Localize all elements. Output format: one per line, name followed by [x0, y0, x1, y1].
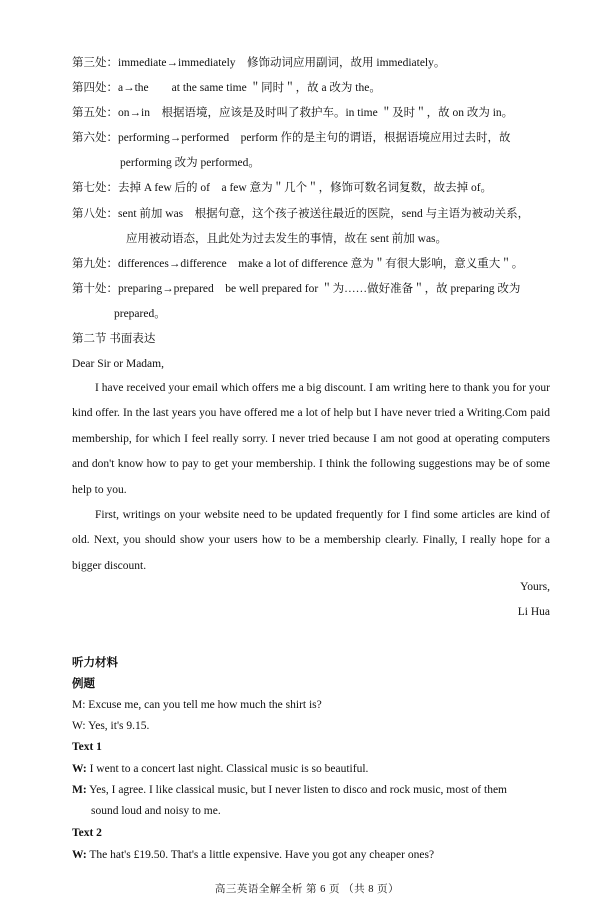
page-footer: 高三英语全解全析 第 6 页 （共 8 页）	[214, 884, 400, 895]
correction-label: 第十处：	[72, 283, 118, 295]
correction-label: 第七处：	[72, 182, 118, 194]
speaker-label: W:	[72, 849, 87, 861]
text2-title: Text 2	[72, 827, 102, 839]
essay-paragraph-2: First, writings on your website need to be updated frequently for I find some articles are kind of old. Next, you should show your users how to be a membership clearly. Finally, I really hope for a bigger discount.	[72, 509, 550, 572]
essay-body	[72, 376, 550, 579]
dialogue-line	[72, 848, 434, 862]
correction-label: 第三处：	[72, 57, 118, 69]
dialogue-line-continued: sound loud and noisy to me.	[91, 805, 221, 817]
correction-10-continued: prepared。	[114, 308, 166, 320]
speaker-label: M:	[72, 784, 87, 796]
salutation: Dear Sir or Madam,	[72, 358, 164, 370]
correction-label: 第五处：	[72, 107, 118, 119]
section-title: 第二节 书面表达	[72, 333, 156, 345]
correction-text: on→in 根据语境，应该是及时叫了救护车。in time ＂及时＂，故 on 改为 in。	[118, 107, 514, 119]
correction-text: 去掉 A few 后的 of a few 意为＂几个＂，修饰可数名词复数，故去掉 of。	[118, 182, 493, 194]
correction-10	[72, 282, 520, 296]
correction-8-continued: 应用被动语态，且此处为过去发生的事情，故在 sent 前加 was。	[126, 233, 448, 245]
correction-6	[72, 131, 511, 145]
correction-label: 第六处：	[72, 132, 118, 144]
dialogue-text: Yes, I agree. I like classical music, but I never listen to disco and rock music, most of them	[89, 784, 507, 796]
dialogue-text: I went to a concert last night. Classical music is so beautiful.	[89, 763, 369, 775]
correction-text: sent 前加 was 根据句意，这个孩子被送往最近的医院，send 与主语为被动关系，	[118, 208, 530, 220]
closing: Yours,	[520, 581, 550, 593]
speaker-label: W:	[72, 763, 87, 775]
correction-label: 第九处：	[72, 258, 118, 270]
correction-7	[72, 181, 492, 195]
correction-text: preparing→prepared be well prepared for ＂为……做好准备＂，故 preparing 改为	[118, 283, 521, 295]
essay-paragraph-1: I have received your email which offers me a big discount. I am writing here to thank you for your kind offer. In the last years you have offered me a lot of help but I have never tried a Writing.Com paid membership, for which I feel really sorry. I never tried because I am not good at operating computers and don't know how to pay to get your membership. I think the following suggestions may be of some help to you.	[72, 382, 550, 496]
dialogue-text: The hat's £19.50. That's a little expensive. Have you got any cheaper ones?	[89, 849, 435, 861]
correction-5	[72, 106, 513, 120]
correction-text: differences→difference make a lot of difference 意为＂有很大影响，意义重大＂。	[118, 258, 524, 270]
correction-text: a→the at the same time ＂同时＂，故 a 改为 the。	[118, 82, 381, 94]
correction-4	[72, 81, 381, 95]
dialogue-line	[72, 762, 368, 776]
correction-text: performing→performed perform 作的是主句的谓语，根据语境应用过去时，故	[118, 132, 511, 144]
correction-label: 第四处：	[72, 82, 118, 94]
example-line-2: W: Yes, it's 9.15.	[72, 720, 150, 732]
correction-8	[72, 207, 529, 221]
dialogue-line	[72, 783, 507, 797]
correction-3	[72, 56, 445, 70]
correction-label: 第八处：	[72, 208, 118, 220]
correction-6-continued: performing 改为 performed。	[120, 157, 260, 169]
signature: Li Hua	[517, 606, 550, 618]
listening-title: 听力材料	[72, 657, 118, 669]
correction-text: immediate→immediately 修饰动词应用副词，故用 immediately。	[118, 57, 446, 69]
example-title: 例题	[72, 678, 95, 690]
correction-9	[72, 257, 523, 271]
example-line-1: M: Excuse me, can you tell me how much the shirt is?	[72, 699, 322, 711]
text1-title: Text 1	[72, 741, 102, 753]
